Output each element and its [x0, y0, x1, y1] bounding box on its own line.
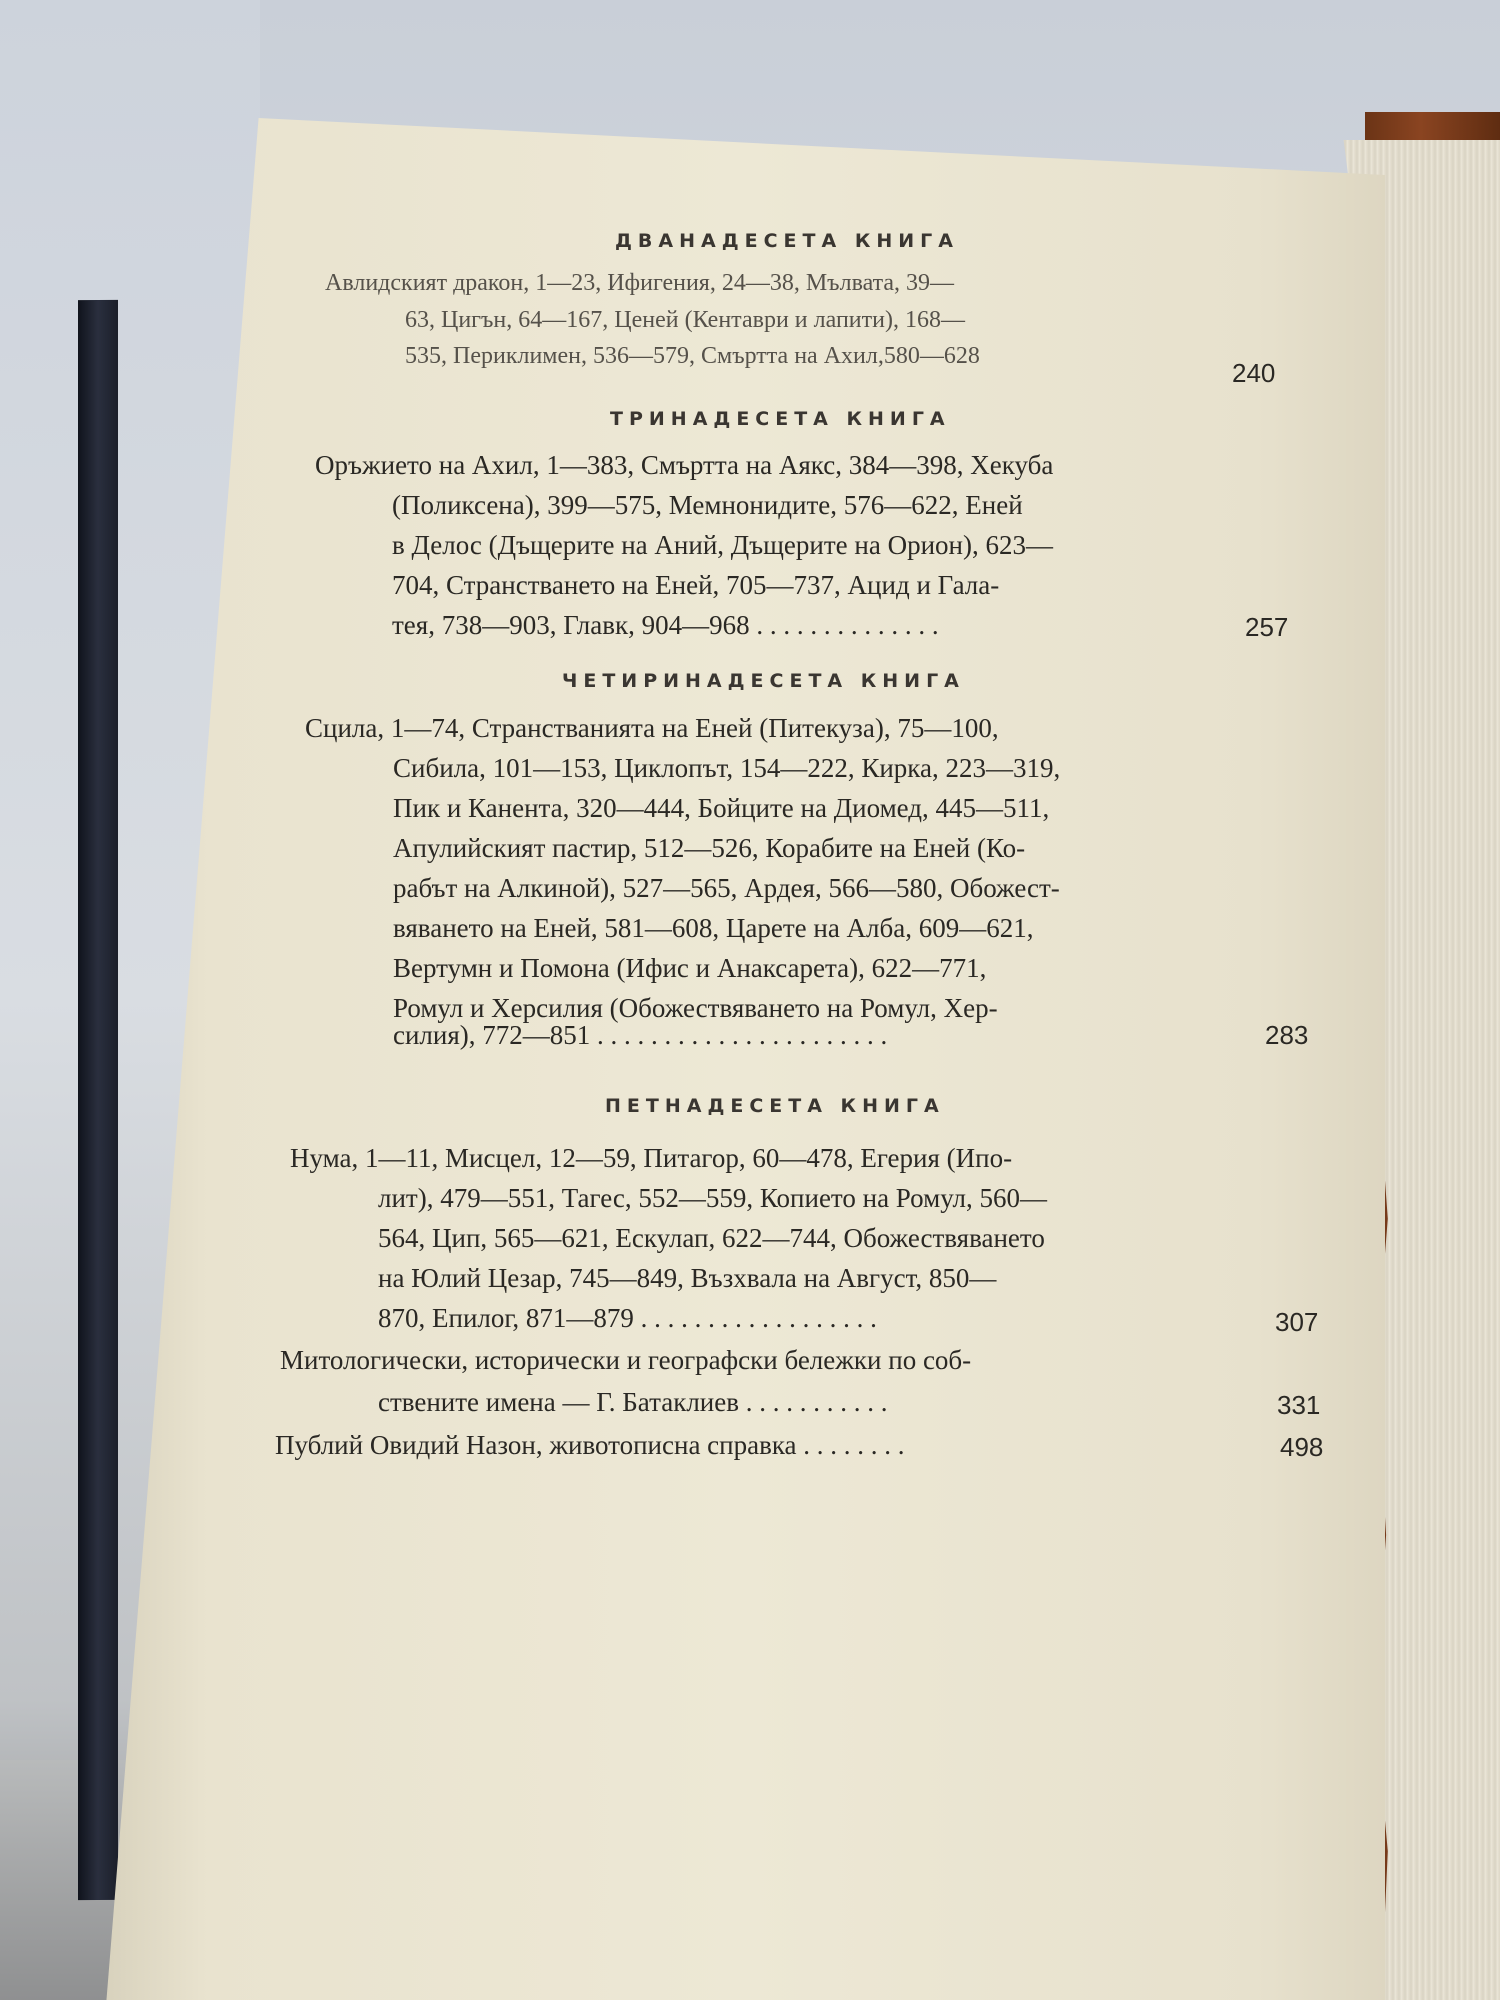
toc-line: Сибила, 101—153, Циклопът, 154—222, Кирка, 223—319, [393, 753, 1061, 783]
book-cover-left [78, 300, 118, 1900]
toc-line: в Делос (Дъщерите на Аний, Дъщерите на Орион), 623— [392, 530, 1053, 560]
page-number: 257 [1245, 612, 1289, 642]
toc-line: 564, Цип, 565—621, Ескулап, 622—744, Обожествяването [378, 1223, 1045, 1253]
page-number: 331 [1277, 1390, 1321, 1420]
toc-line: Сцила, 1—74, Странстванията на Еней (Питекуза), 75—100, [305, 713, 999, 743]
toc-line: Авлидският дракон, 1—23, Ифигения, 24—38, Мълвата, 39— [325, 270, 955, 296]
section-heading-14: ЧЕТИРИНАДЕСЕТА КНИГА [562, 670, 965, 692]
page-number: 240 [1232, 358, 1276, 388]
section-heading-15: ПЕТНАДЕСЕТА КНИГА [605, 1095, 945, 1117]
toc-line: (Поликсена), 399—575, Мемнонидите, 576—622, Еней [392, 490, 1023, 520]
page-number: 498 [1280, 1432, 1324, 1462]
section-heading-13: ТРИНАДЕСЕТА КНИГА [610, 408, 951, 430]
toc-line: 870, Епилог, 871—879 . . . . . . . . . . . . . . . . . . [378, 1303, 877, 1333]
page-number: 283 [1265, 1020, 1309, 1050]
toc-line: Вертумн и Помона (Ифис и Анаксарета), 622—771, [393, 953, 987, 983]
toc-line: на Юлий Цезар, 745—849, Възхвала на Август, 850— [378, 1263, 997, 1293]
toc-line: Публий Овидий Назон, животописна справка . . . . . . . . [275, 1430, 905, 1460]
toc-line: рабът на Алкиной), 527—565, Ардея, 566—580, Обожест- [393, 873, 1060, 903]
toc-line: Ромул и Херсилия (Обожествяването на Ромул, Хер- [393, 993, 998, 1023]
toc-line: лит), 479—551, Тагес, 552—559, Копието на Ромул, 560— [378, 1183, 1048, 1213]
toc-line: 63, Цигън, 64—167, Ценей (Кентаври и лапити), 168— [405, 307, 965, 333]
page-number: 307 [1275, 1307, 1319, 1337]
toc-line: Нума, 1—11, Мисцел, 12—59, Питагор, 60—478, Егерия (Ипо- [290, 1143, 1013, 1173]
book-page [105, 118, 1385, 2000]
toc-line: силия), 772—851 . . . . . . . . . . . . . . . . . . . . . . [393, 1020, 888, 1050]
toc-line: вяването на Еней, 581—608, Царете на Алба, 609—621, [393, 913, 1034, 943]
toc-line: 704, Странстването на Еней, 705—737, Ацид и Гала- [392, 570, 1000, 600]
toc-line: Апулийският пастир, 512—526, Корабите на Еней (Ко- [393, 833, 1026, 863]
toc-line: Митологически, исторически и географски бележки по соб- [280, 1345, 972, 1375]
toc-line: Пик и Канента, 320—444, Бойците на Диомед, 445—511, [393, 793, 1050, 823]
section-heading-12: ДВАНАДЕСЕТА КНИГА [615, 230, 959, 252]
toc-line: тея, 738—903, Главк, 904—968 . . . . . . . . . . . . . . [392, 610, 939, 640]
toc-line: 535, Периклимен, 536—579, Смъртта на Ахил,580—628 [405, 343, 980, 369]
toc-line: Оръжието на Ахил, 1—383, Смъртта на Аякс, 384—398, Хекуба [315, 450, 1054, 480]
toc-line: ствените имена — Г. Батаклиев . . . . . . . . . . . [378, 1387, 888, 1417]
